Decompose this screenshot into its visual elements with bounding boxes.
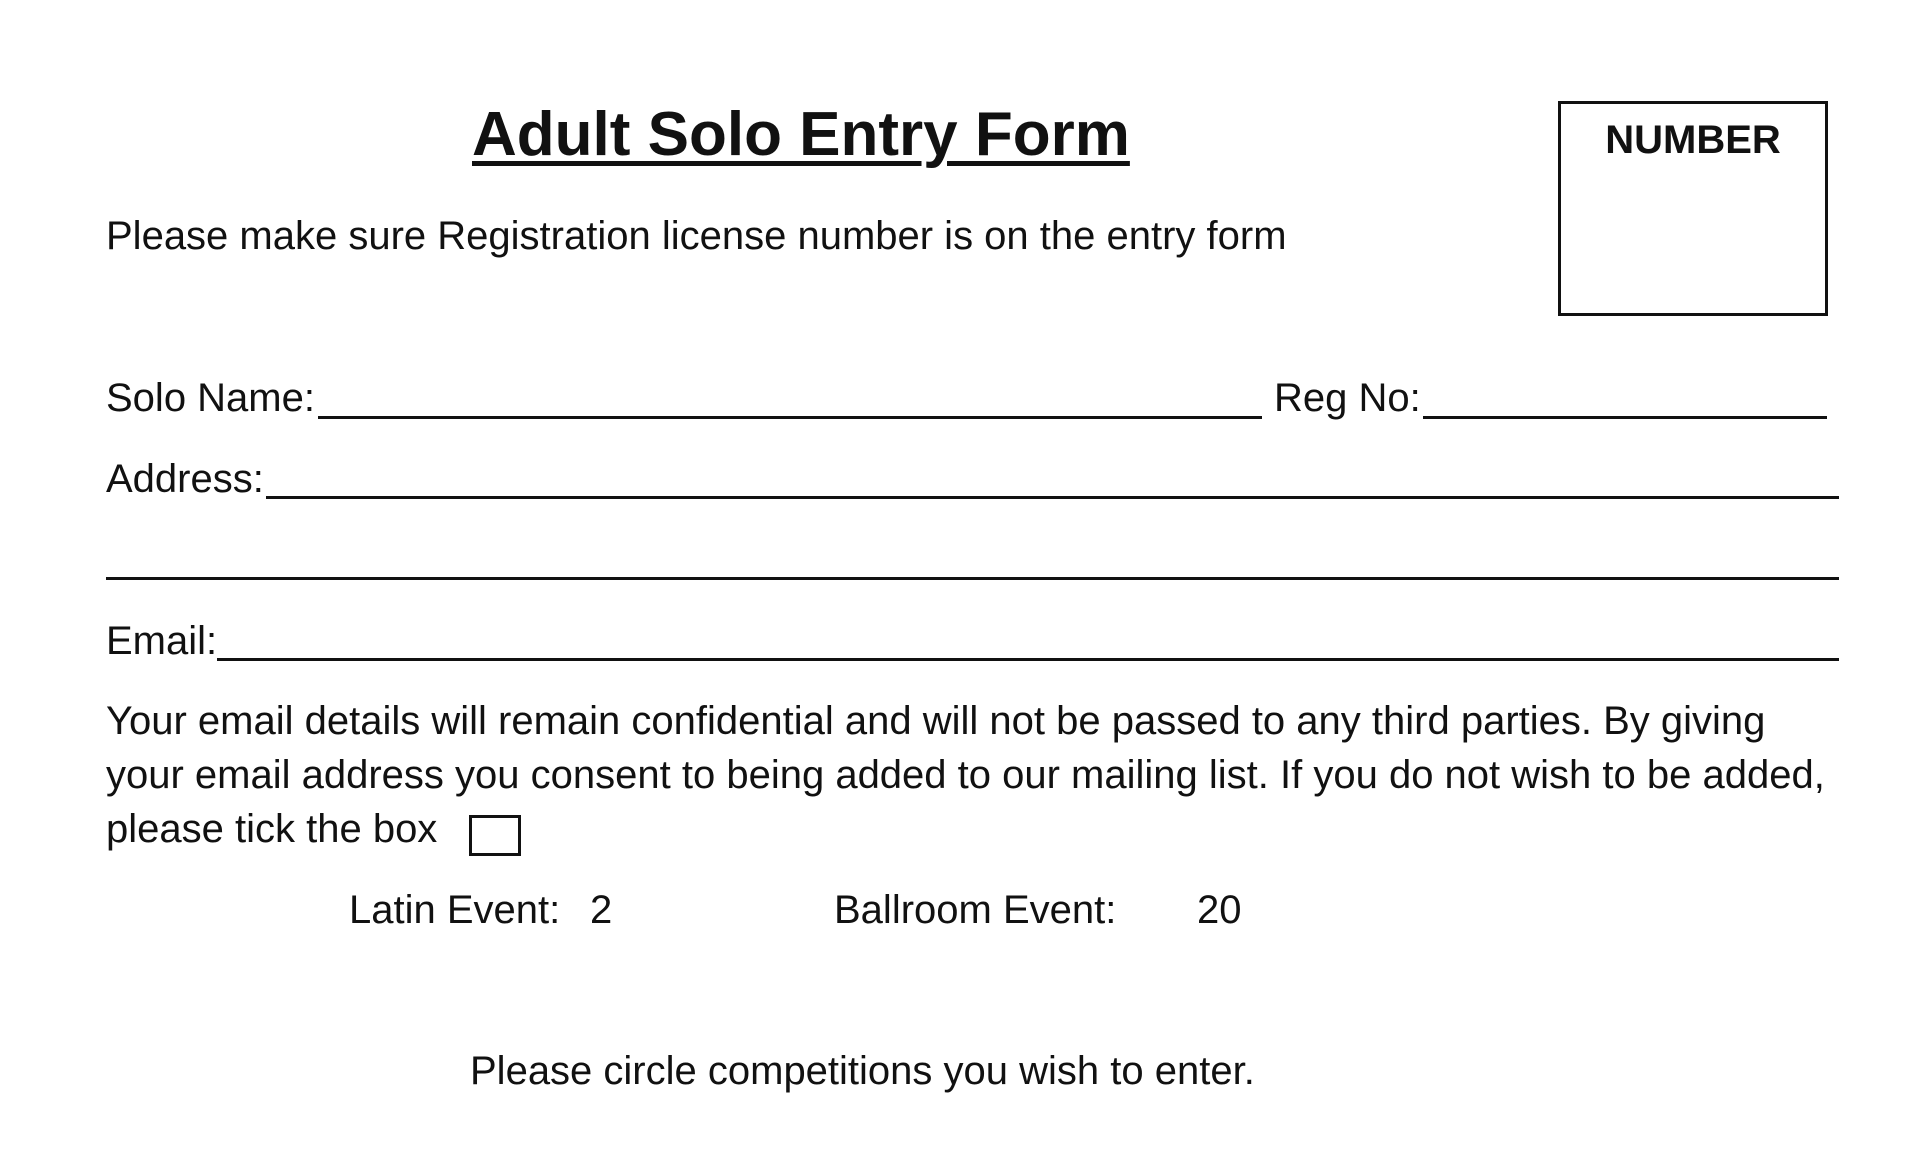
address-field-line2[interactable] bbox=[106, 577, 1839, 580]
form-title: Adult Solo Entry Form bbox=[472, 100, 1130, 169]
consent-text-line2: your email address you consent to being added to our mailing list. If you do not wish to be added, bbox=[106, 753, 1825, 797]
number-box bbox=[1558, 101, 1828, 316]
email-field[interactable] bbox=[217, 658, 1839, 661]
address-field-line1[interactable] bbox=[266, 496, 1839, 499]
latin-event-value[interactable]: 2 bbox=[590, 888, 613, 932]
ballroom-event-label: Ballroom Event: bbox=[834, 888, 1117, 932]
address-label: Address: bbox=[106, 457, 264, 501]
email-label: Email: bbox=[106, 619, 218, 663]
reg-no-field[interactable] bbox=[1423, 416, 1827, 419]
latin-event-label: Latin Event: bbox=[349, 888, 561, 932]
consent-text-line1: Your email details will remain confidential and will not be passed to any third parties. By giving bbox=[106, 699, 1766, 743]
ballroom-event-value[interactable]: 20 bbox=[1197, 888, 1242, 932]
circle-instruction: Please circle competitions you wish to enter. bbox=[470, 1049, 1255, 1093]
number-label: NUMBER bbox=[1605, 118, 1781, 162]
mailing-list-opt-out-checkbox[interactable] bbox=[469, 815, 521, 856]
solo-name-label: Solo Name: bbox=[106, 376, 315, 420]
registration-instruction: Please make sure Registration license number is on the entry form bbox=[106, 214, 1287, 258]
solo-name-field[interactable] bbox=[318, 416, 1262, 419]
reg-no-label: Reg No: bbox=[1274, 376, 1421, 420]
consent-text-line3: please tick the box bbox=[106, 807, 438, 851]
